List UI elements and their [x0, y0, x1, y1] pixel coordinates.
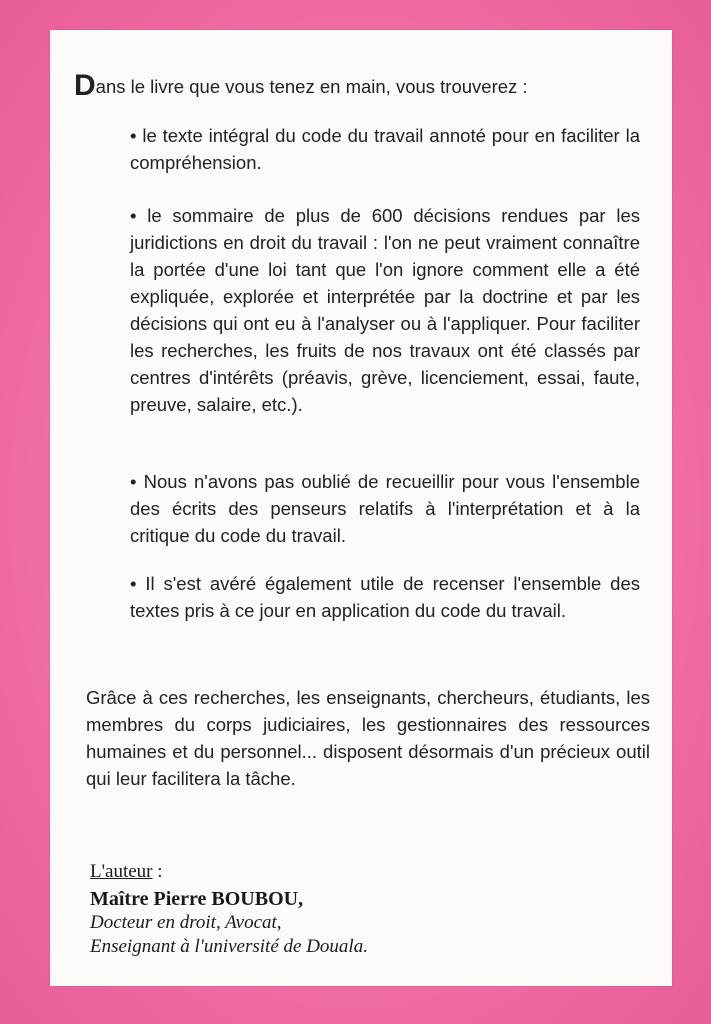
text-panel — [50, 30, 672, 986]
bullet-item: • le texte intégral du code du travail annoté pour en faciliter la compréhension. — [130, 125, 640, 173]
intro-paragraph — [74, 69, 644, 102]
author-name: Maître Pierre BOUBOU, — [90, 888, 304, 910]
drop-cap: D — [74, 69, 96, 102]
author-heading-label: L'auteur — [90, 861, 153, 882]
bullet-item: • Il s'est avéré également utile de recenser l'ensemble des textes pris à ce jour en application du code du travail. — [130, 573, 640, 621]
author-affiliation: Enseignant à l'université de Douala. — [90, 936, 368, 957]
bullet-item: • le sommaire de plus de 600 décisions rendues par les juridictions en droit du travail : l'on ne peut vraiment connaître la portée d'une loi tant que l'on ignore comment elle a été expliquée, explorée et interprétée par la doctrine et par les décisions qui ont eu à l'analyser ou à l'appliquer. Pour faciliter les recherches, les fruits de nos travaux ont été classés par centres d'intérêts (préavis, grève, licenciement, essai, faute, preuve, salaire, etc.). — [130, 205, 640, 415]
bullet-item: • Nous n'avons pas oublié de recueillir pour vous l'ensemble des écrits des penseurs relatifs à l'interprétation et à la critique du code du travail. — [130, 471, 640, 546]
intro-text: ans le livre que vous tenez en main, vous trouverez : — [95, 76, 528, 97]
author-title: Docteur en droit, Avocat, — [90, 912, 282, 933]
author-heading — [90, 860, 610, 884]
author-block — [90, 860, 610, 959]
author-heading-colon: : — [152, 861, 163, 882]
closing-paragraph: Grâce à ces recherches, les enseignants, chercheurs, étudiants, les membres du corps judiciaires, les gestionnaires des ressources humaines et du personnel... disposent désormais d'un précieux outil qui leur facilitera la tâche. — [86, 687, 650, 789]
